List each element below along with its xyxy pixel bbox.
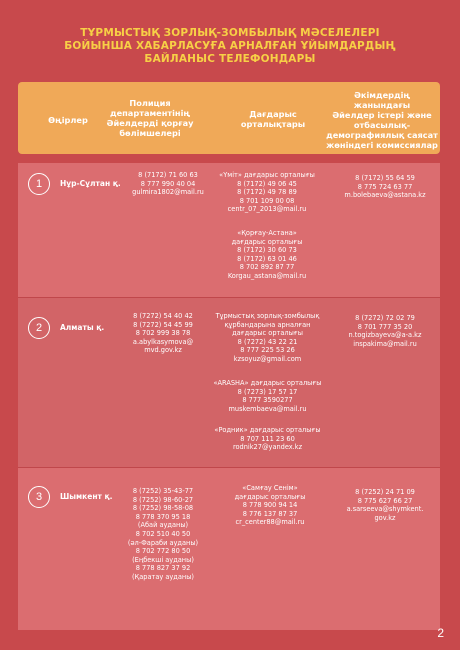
text-line: 8 (7172) 49 78 89: [237, 188, 297, 197]
text-line: «Самғау Сенім»: [242, 484, 298, 492]
header-akimat-label: [326, 90, 438, 150]
text-line: «Қорғау-Астана»: [237, 229, 297, 237]
header-akimat: [326, 92, 438, 148]
row-number-badge: 3: [28, 486, 50, 508]
text-line: a.sarseeva@shymkent.: [346, 505, 424, 514]
text-line: дағдарыс орталығы: [232, 329, 303, 338]
text-line: kzsoyuz@gmail.com: [233, 354, 302, 363]
text-line: құрбандарына арналған: [224, 320, 311, 329]
text-line: 8 707 111 23 60: [240, 434, 295, 443]
text-line: Тұрмыстық зорлық-зомбылық: [215, 312, 320, 320]
text-line: орталықтары: [240, 119, 306, 129]
text-line: 8 (7273) 17 57 17: [237, 387, 298, 396]
text-line: mvd.gov.kz: [144, 346, 182, 355]
text-line: 8 702 999 38 78: [135, 329, 191, 338]
text-line: отбасылық-: [353, 120, 411, 130]
text-line: Korgau_astana@mail.ru: [227, 271, 307, 280]
header-police: [100, 98, 200, 138]
crisis-center: [205, 426, 330, 452]
crisis-center: [217, 171, 317, 214]
header-crisis: [228, 108, 318, 130]
text-line: жөніндегі комиссиялар: [326, 140, 438, 150]
header-crisis-label: [241, 109, 305, 129]
text-line: (Еңбекші ауданы): [132, 555, 194, 564]
text-line: 8 778 370 95 18: [135, 512, 191, 521]
text-line: n.togizbayeva@a-a.kz: [348, 331, 422, 340]
text-line: 8 777 3590277: [242, 396, 293, 405]
text-line: бөлімшелері: [119, 128, 181, 138]
crisis-center: [220, 484, 320, 527]
text-line: 8 (7272) 54 40 42: [133, 312, 193, 320]
police-contacts: [113, 487, 213, 582]
city-name: Шымкент қ.: [60, 492, 113, 501]
text-line: 8 702 510 40 50: [135, 529, 191, 538]
text-line: 8 777 225 53 26: [240, 346, 295, 355]
row-number-badge: 1: [28, 173, 50, 195]
police-contacts: [113, 312, 213, 355]
text-line: 8 (7172) 30 60 73: [237, 246, 297, 255]
text-line: Әйелдер істері және: [332, 110, 432, 120]
text-line: 8 775 627 66 27: [357, 496, 413, 505]
text-line: 8 (7252) 98-58-08: [132, 504, 194, 513]
text-line: «Үміт» дағдарыс орталығы: [219, 171, 315, 179]
text-line: (әл-Фараби ауданы): [127, 538, 199, 547]
text-line: 8 (7272) 43 22 21: [237, 337, 298, 346]
akimat-contacts: [330, 488, 440, 522]
page-number: 2: [437, 626, 444, 640]
text-line: m.bolebaeva@astana.kz: [344, 191, 426, 200]
text-line: muskembaeva@mail.ru: [228, 404, 307, 413]
text-line: a.abylkasymova@: [132, 337, 194, 346]
text-line: демографиялық саясат: [326, 130, 438, 140]
text-line: 8 (7172) 71 60 63: [138, 171, 198, 179]
text-line: 8 701 109 00 08: [239, 196, 295, 205]
text-line: 8 777 990 40 04: [140, 179, 196, 188]
text-line: дағдарыс орталығы: [234, 492, 306, 501]
text-line: 8 (7172) 49 06 45: [237, 179, 297, 188]
text-line: 8 (7252) 98-60-27: [132, 495, 194, 504]
text-line: 8 776 137 87 37: [242, 509, 298, 518]
text-line: centr_07_2013@mail.ru: [227, 205, 307, 214]
row-number-badge: 2: [28, 317, 50, 339]
text-line: (Қаратау ауданы): [131, 572, 195, 581]
table-header: [18, 82, 440, 154]
row-divider: [18, 467, 440, 468]
crisis-center: [205, 379, 330, 413]
text-line: gov.kz: [374, 513, 396, 522]
crisis-center: [217, 229, 317, 281]
text-line: (Абай ауданы): [137, 521, 189, 530]
text-line: 8 775 724 63 77: [357, 182, 413, 191]
akimat-contacts: [330, 174, 440, 200]
title-line-2: БОЙЫНША ХАБАРЛАСУҒА АРНАЛҒАН ҰЙЫМДАРДЫҢ: [64, 40, 396, 52]
text-line: gulmira1802@mail.ru: [132, 188, 204, 197]
city-name: Нұр-Сұлтан қ.: [60, 179, 121, 188]
text-line: cr_center88@mail.ru: [235, 518, 305, 527]
police-contacts: [118, 171, 218, 197]
title-line-1: ТҰРМЫСТЫҚ ЗОРЛЫҚ-ЗОМБЫЛЫҚ МӘСЕЛЕЛЕРІ: [80, 27, 380, 39]
text-line: Дағдарыс: [249, 109, 297, 119]
title-line-3: БАЙЛАНЫС ТЕЛЕФОНДАРЫ: [144, 53, 316, 65]
text-line: Әйелдерді қорғау: [106, 118, 194, 128]
crisis-center: [205, 312, 330, 364]
header-police-label: [107, 98, 194, 138]
header-regions: [48, 110, 88, 130]
text-line: департаментінің: [109, 108, 190, 118]
text-line: Полиция: [129, 98, 171, 108]
page-title: [40, 27, 420, 66]
text-line: 8 (7272) 72 02 79: [355, 314, 415, 322]
text-line: Әкімдердің: [353, 90, 411, 100]
row-divider: [18, 297, 440, 298]
text-line: rodnik27@yandex.kz: [232, 443, 303, 452]
text-line: 8 (7272) 54 45 99: [133, 320, 193, 329]
text-line: 8 778 827 37 92: [135, 564, 191, 573]
text-line: «Родник» дағдарыс орталығы: [214, 426, 321, 434]
text-line: 8 (7172) 63 01 46: [237, 254, 297, 263]
text-line: жанындағы: [353, 100, 411, 110]
text-line: inspakima@mail.ru: [353, 339, 417, 348]
city-name: Алматы қ.: [60, 323, 105, 332]
text-line: 8 (7252) 35-43-77: [132, 487, 194, 495]
text-line: 8 (7252) 24 71 09: [355, 488, 415, 496]
text-line: 8 701 777 35 20: [357, 322, 413, 331]
text-line: 8 702 892 87 77: [239, 263, 295, 272]
header-regions-label: Өңірлер: [48, 115, 88, 125]
text-line: дағдарыс орталығы: [231, 237, 303, 246]
text-line: 8 (7172) 55 64 59: [355, 174, 415, 182]
text-line: 8 778 900 94 14: [242, 501, 298, 510]
text-line: 8 702 772 80 50: [135, 547, 191, 556]
akimat-contacts: [330, 314, 440, 348]
text-line: «ARASHA» дағдарыс орталығы: [213, 379, 322, 387]
